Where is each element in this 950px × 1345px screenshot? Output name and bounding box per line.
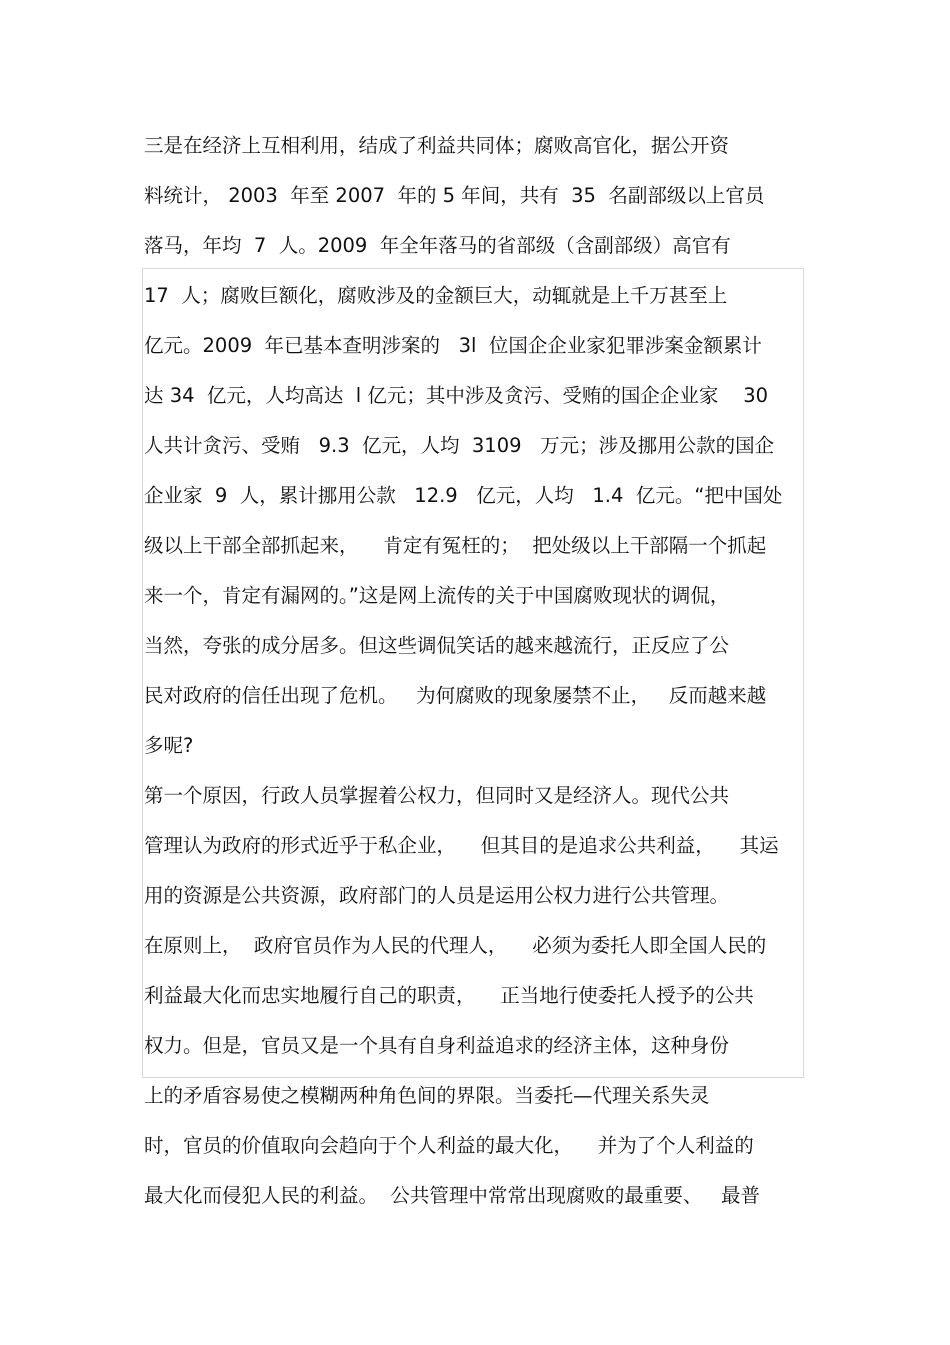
text-line: 当然，夸张的成分居多。但这些调侃笑话的越来越流行，正反应了公	[144, 634, 730, 657]
text-line: 时，官员的价值取向会趋向于个人利益的最大化， 并为了个人利益的	[144, 1134, 754, 1157]
text-line: 用的资源是公共资源，政府部门的人员是运用公权力进行公共管理。	[144, 884, 730, 907]
text-line: 落马，年均 7 人。2009 年全年落马的省部级（含副部级）高官有	[144, 234, 731, 257]
text-line: 达 34 亿元，人均高达 l 亿元；其中涉及贪污、受贿的国企企业家 30	[144, 384, 769, 407]
text-line: 上的矛盾容易使之模糊两种角色间的界限。当委托—代理关系失灵	[144, 1084, 710, 1107]
text-line: 民对政府的信任出现了危机。 为何腐败的现象屡禁不止， 反而越来越	[144, 684, 767, 707]
body-text	[144, 121, 809, 1221]
text-line: 利益最大化而忠实地履行自己的职责， 正当地行使委托人授予的公共	[144, 984, 754, 1007]
text-line: 权力。但是，官员又是一个具有自身利益追求的经济主体，这种身份	[144, 1034, 730, 1057]
text-line: 亿元。2009 年已基本查明涉案的 3l 位国企企业家犯罪涉案金额累计	[144, 334, 762, 357]
text-line: 料统计， 2003 年至 2007 年的 5 年间，共有 35 名副部级以上官员	[144, 184, 765, 207]
text-line: 企业家 9 人，累计挪用公款 12.9 亿元，人均 1.4 亿元。“把中国处	[144, 484, 783, 507]
text-line: 三是在经济上互相利用，结成了利益共同体；腐败高官化，据公开资	[144, 134, 730, 157]
text-line: 17 人；腐败巨额化，腐败涉及的金额巨大，动辄就是上千万甚至上	[144, 284, 728, 307]
text-line: 管理认为政府的形式近乎于私企业， 但其目的是追求公共利益， 其运	[144, 834, 779, 857]
text-line: 级以上干部全部抓起来， 肯定有冤枉的； 把处级以上干部隔一个抓起	[144, 534, 767, 557]
text-line: 在原则上， 政府官员作为人民的代理人， 必须为委托人即全国人民的	[144, 934, 767, 957]
text-line: 最大化而侵犯人民的利益。 公共管理中常常出现腐败的最重要、 最普	[144, 1184, 760, 1207]
text-line: 第一个原因，行政人员掌握着公权力，但同时又是经济人。现代公共	[144, 784, 730, 807]
text-line: 来一个，肯定有漏网的。”这是网上流传的关于中国腐败现状的调侃，	[144, 584, 730, 607]
text-line: 多呢?	[144, 734, 194, 757]
text-line: 人共计贪污、受贿 9.3 亿元，人均 3109 万元；涉及挪用公款的国企	[144, 434, 775, 457]
